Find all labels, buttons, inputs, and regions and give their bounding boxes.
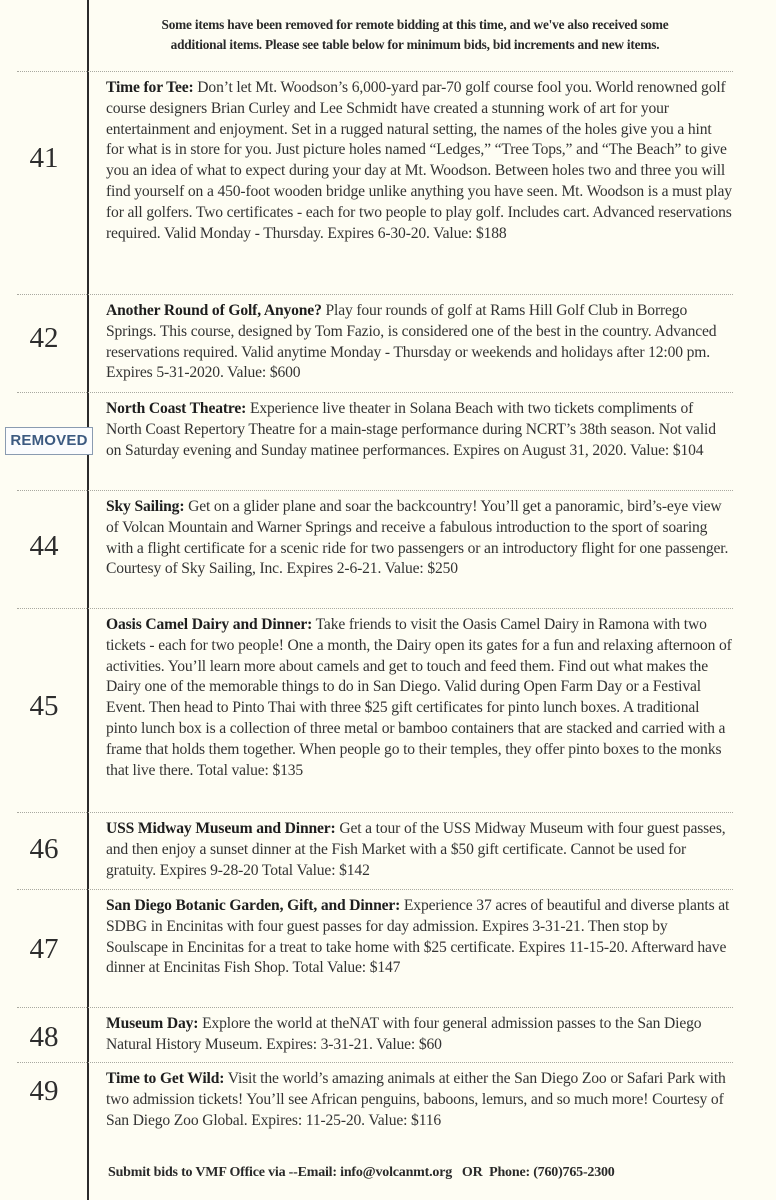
item-description [106,399,732,461]
item-description [106,1014,732,1056]
separator [17,294,733,295]
separator [17,490,733,491]
notice-banner [100,15,730,55]
separator [17,1062,733,1063]
item-description [106,1069,732,1131]
item-title: Museum Day: [106,1015,199,1032]
item-number: 49 [29,1075,59,1107]
item-title: Time to Get Wild: [106,1070,225,1087]
item-body: Visit the world’s amazing animals at either the San Diego Zoo or Safari Park with two admission tickets! You’ll see African penguins, baboons, lemurs, and so much more! Courtesy of San Diego Zoo Global. Expires: 11-25-20. Value: $116 [106,1070,726,1129]
item-body: Get on a glider plane and soar the backcountry! You’ll get a panoramic, bird’s-eye view of Volcan Mountain and Warner Springs and receive a fabulous introduction to the sport of soaring with a flight certificate for a scenic ride for two passengers or an introductory flight for one passenger. Courtesy of Sky Sailing, Inc. Expires 2-6-21. Value: $250 [106,498,729,578]
item-number: 45 [29,690,59,722]
separator [17,812,733,813]
removed-badge: REMOVED [5,427,93,455]
separator [17,608,733,609]
item-description [106,78,732,244]
item-body: Experience 37 acres of beautiful and diverse plants at SDBG in Encinitas with four guest passes for day admission. Expires 3-31-21. Then stop by Soulscape in Encinitas for a treat to take home with $25 certificate. Expires 11-15-20. Afterward have dinner at Encinitas Fish Shop. Total Value: $147 [106,897,730,977]
item-title: Sky Sailing: [106,498,185,515]
item-number: 44 [29,530,59,562]
item-title: North Coast Theatre: [106,400,247,417]
item-body: Experience live theater in Solana Beach with two tickets compliments of North Coast Repertory Theatre for a main-stage performance during NCRT’s 38th season. Not valid on Saturday evening and Sunday matinee performances. Expires on August 31, 2020. Value: $104 [106,400,716,459]
separator [17,71,733,72]
item-body: Don’t let Mt. Woodson’s 6,000-yard par-70 golf course fool you. World renowned golf course designers Brian Curley and Lee Schmidt have created a stunning work of art for your entertainment and enjoyment. Set in a rugged natural setting, the names of the holes give you a hint for what is in store for you. Just picture holes named “Ledges,” “Tree Tops,” and “The Beach” to give you an idea of what to expect during your day at Mt. Woodson. Between holes two and three you will find yourself on a 450-foot wooden bridge unlike anything you have seen. Mt. Woodson is a must play for all golfers. Two certificates - each for two people to play golf. Includes cart. Advanced reservations required. Valid Monday - Thursday. Expires 6-30-20. Value: $188 [106,79,732,242]
item-number: 46 [29,833,59,865]
item-title: Time for Tee: [106,79,194,96]
separator [17,889,733,890]
item-title: San Diego Botanic Garden, Gift, and Dinner: [106,897,401,914]
separator [17,1007,733,1008]
item-description [106,301,732,384]
separator [17,392,733,393]
item-number: 41 [29,142,59,174]
column-divider [87,0,89,1200]
item-number: 42 [29,322,59,354]
item-title: Another Round of Golf, Anyone? [106,302,322,319]
submit-bids-footer: Submit bids to VMF Office via --Email: info@volcanmt.org OR Phone: (760)765-2300 [108,1165,615,1180]
item-body: Get a tour of the USS Midway Museum with four guest passes, and then enjoy a sunset dinner at the Fish Market with a $50 gift certificate. Cannot be used for gratuity. Expires 9-28-20 Total Value: $142 [106,820,726,879]
item-body: Explore the world at theNAT with four general admission passes to the San Diego Natural History Museum. Expires: 3-31-21. Value: $60 [106,1015,702,1053]
item-body: Take friends to visit the Oasis Camel Dairy in Ramona with two tickets - each for two people! One a month, the Dairy open its gates for a fun and relaxing afternoon of activities. You’ll learn more about camels and get to touch and feed them. Find out what makes the Dairy one of the memorable things to do in San Diego. Valid during Open Farm Day or a Festival Event. Then head to Pinto Thai with three $25 gift certificates for pinto lunch boxes. A traditional pinto lunch box is a collection of three metal or bamboo containers that are stacked and carried with a frame that holds them together. When people go to their temples, they offer pinto boxes to the monks that live there. Total value: $135 [106,616,732,779]
item-description [106,615,732,781]
item-number: 47 [29,933,59,965]
notice-line-2: additional items. Please see table below for minimum bids, bid increments and new items. [170,37,660,52]
item-description [106,819,732,881]
notice-line-1: Some items have been removed for remote bidding at this time, and we've also received some [161,17,669,32]
item-description [106,497,732,580]
item-title: USS Midway Museum and Dinner: [106,820,336,837]
item-body: Play four rounds of golf at Rams Hill Golf Club in Borrego Springs. This course, designed by Tom Fazio, is considered one of the best in the country. Advanced reservations required. Valid anytime Monday - Thursday or weekends and holidays after 12:00 pm. Expires 5-31-2020. Value: $600 [106,302,717,382]
item-title: Oasis Camel Dairy and Dinner: [106,616,313,633]
item-number: 48 [29,1021,59,1053]
item-description [106,896,732,979]
